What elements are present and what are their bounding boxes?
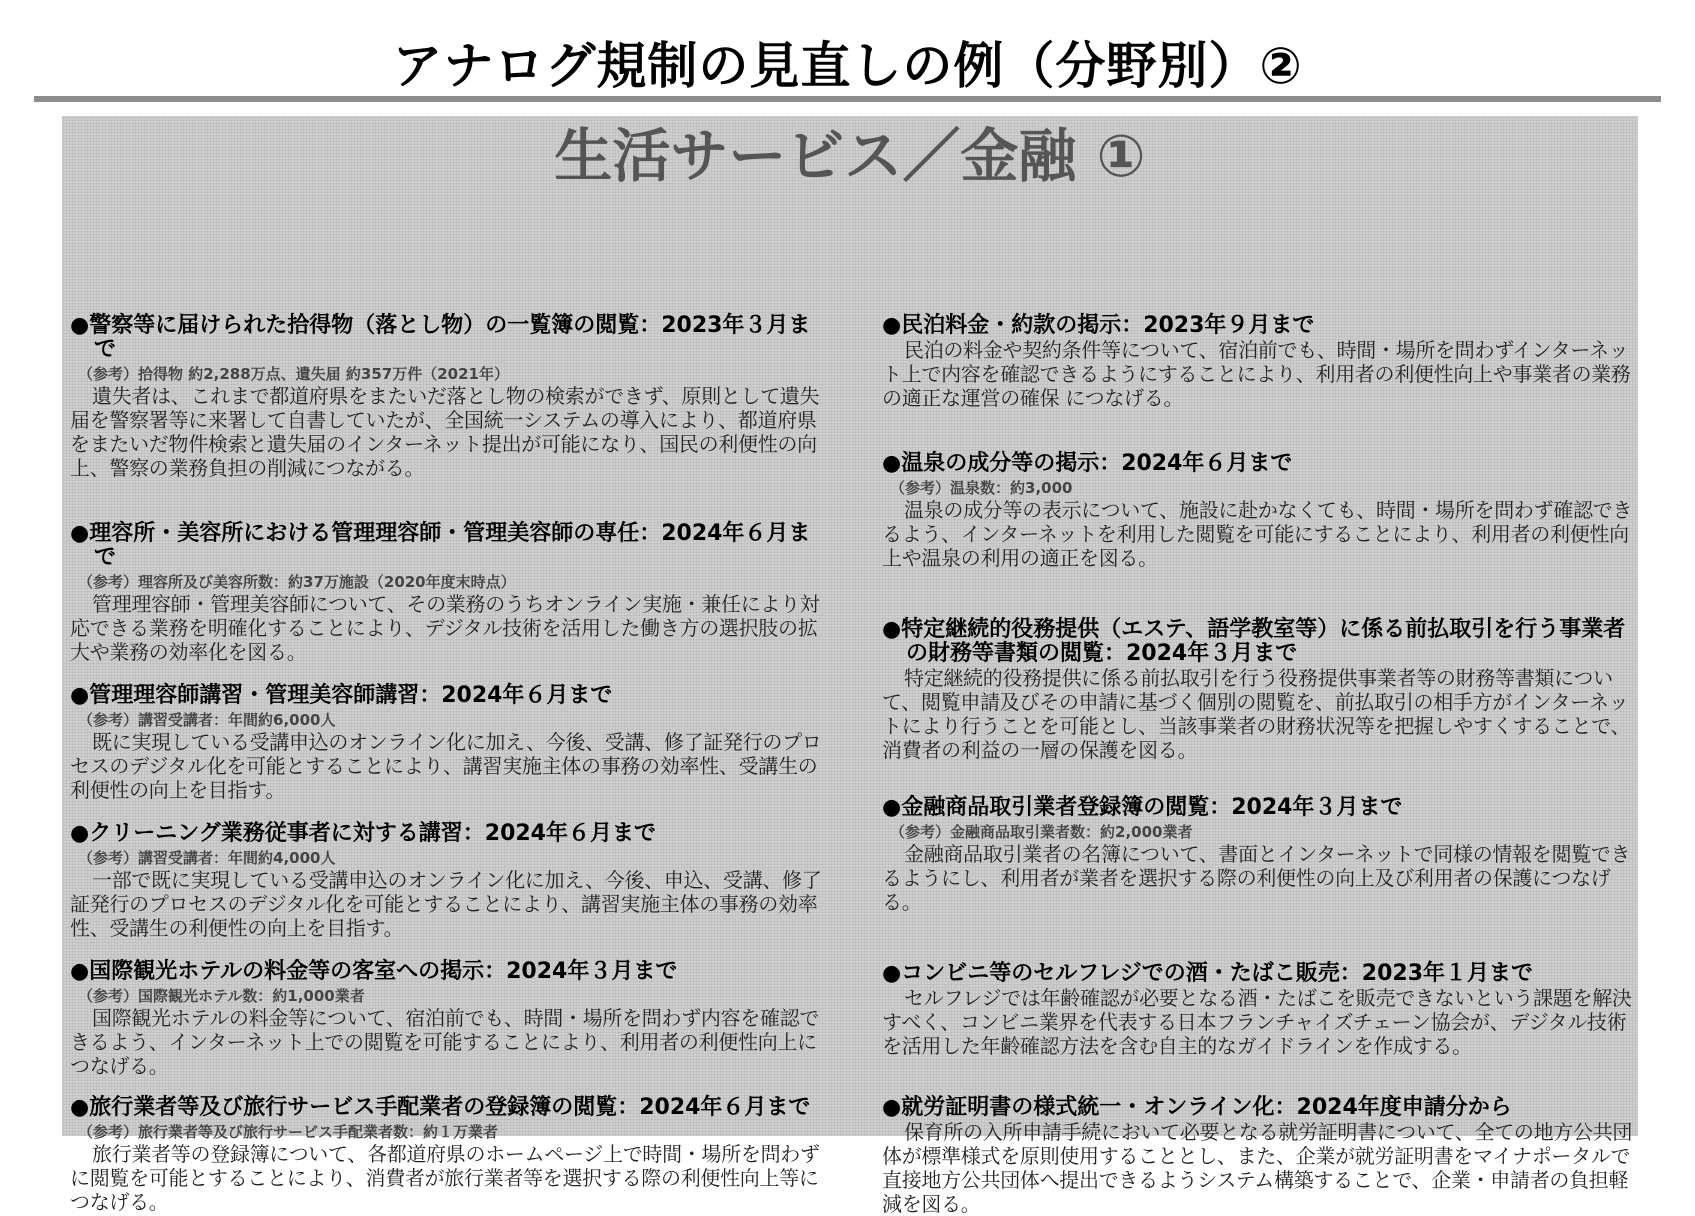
item-body: 一部で既に実現している受講申込のオンライン化に加え、今後、申込、受講、修了証発行のプロセスのデジタル化を可能とすることにより、講習実施主体の事務の効率性、受講生の利便性の向上を目指す。 [70,868,822,940]
content-panel [62,116,1638,1216]
item-heading: ●コンビニ等のセルフレジでの酒・たばこ販売：2023年１月まで [882,961,1533,986]
item-employment-certificate [882,1096,1634,1216]
item-heading: ●クリーニング業務従事者に対する講習：2024年６月まで [70,821,656,846]
item-reference: （参考）理容所及び美容所数：約37万施設（2020年度末時点） [78,573,516,591]
item-reference: （参考）温泉数：約3,000 [890,479,1073,497]
item-heading: ●温泉の成分等の掲示：2024年６月まで [882,451,1293,476]
item-body: 保育所の入所申請手続において必要となる就労証明書について、全ての地方公共団体が標準様式を原則使用することとし、また、企業が就労証明書をマイナポータルで直接地方公共団体へ提出できるようシステム構築することで、企業・申請者の負担軽減を図る。 [882,1120,1633,1216]
page-title: アナログ規制の見直しの例（分野別）② [392,37,1303,95]
item-heading: ●国際観光ホテルの料金等の客室への掲示：2024年３月まで [70,959,678,984]
item-heading: ●特定継続的役務提供（エステ、語学教室等）に係る前払取引を行う事業者の財務等書類の閲覧：2024年３月まで [882,617,1626,666]
item-reference: （参考）拾得物 約2,288万点、遺失届 約357万件（2021年） [78,365,509,383]
item-heading: ●金融商品取引業者登録簿の閲覧：2024年３月まで [882,795,1403,820]
section-title: 生活サービス／金融 ① [554,122,1146,190]
item-lost-property [70,314,830,480]
item-body: 既に実現している受講申込のオンライン化に加え、今後、受講、修了証発行のプロセスのデジタル化を可能とすることにより、講習実施主体の事務の効率性、受講生の利便性の向上を目指す。 [70,730,822,802]
item-continuous-service [882,618,1634,762]
item-reference: （参考）講習受講者：年間約6,000人 [78,711,336,729]
item-body: セルフレジでは年齢確認が必要となる酒・たばこを販売できないという課題を解決すべく、コンビニ業界を代表する日本フランチャイズチェーン協会が、デジタル技術を活用した年齢確認方法を含む自主的なガイドラインを作成する。 [882,986,1632,1058]
item-body: 温泉の成分等の表示について、施設に赴かなくても、時間・場所を問わず確認できるよう、インターネットを利用した閲覧を可能にすることにより、利用者の利便性向上や温泉の利用の適正を図る。 [882,498,1633,570]
item-barber-manager [70,522,830,664]
item-onsen [882,452,1634,570]
item-hotel-fees [70,960,830,1078]
item-heading: ●民泊料金・約款の掲示：2023年９月まで [882,313,1315,338]
item-heading: ●管理理容師講習・管理美容師講習：2024年６月まで [70,683,613,708]
item-body: 国際観光ホテルの料金等について、宿泊前でも、時間・場所を問わず内容を確認できるよう、インターネット上での閲覧を可能することにより、利用者の利便性向上につなげる。 [70,1006,820,1078]
item-financial-registry [882,796,1634,914]
item-self-checkout [882,962,1634,1058]
item-reference: （参考）講習受講者：年間約4,000人 [78,849,336,867]
item-heading: ●理容所・美容所における管理理容師・管理美容師の専任：2024年６月まで [70,521,811,570]
item-barber-course [70,684,830,802]
item-reference: （参考）金融商品取引業者数：約2,000業者 [890,823,1193,841]
item-body: 旅行業者等の登録簿について、各都道府県のホームページ上で時間・場所を問わずに閲覧を可能とすることにより、消費者が旅行業者等を選択する際の利便性向上等につなげる。 [70,1142,820,1214]
item-body: 金融商品取引業者の名簿について、書面とインターネットで同様の情報を閲覧できるようにし、利用者が業者を選択する際の利便性の向上及び利用者の保護につなげる。 [882,842,1631,914]
item-body: 特定継続的役務提供に係る前払取引を行う役務提供事業者等の財務等書類について、閲覧申請及びその申請に基づく個別の閲覧を、前払取引の相手方がインターネットにより行うことを可能とし、当該事業者の財務状況等を把握しやすくすることで、消費者の利益の一層の保護を図る。 [882,666,1631,762]
item-reference: （参考）国際観光ホテル数：約1,000業者 [78,987,365,1005]
item-body: 遺失者は、これまで都道府県をまたいだ落とし物の検索ができず、原則として遺失届を警察署等に来署して自書していたが、全国統一システムの導入により、都道府県をまたいだ物件検索と遺失届のインターネット提出が可能になり、国民の利便性の向上、警察の業務負担の削減につながる。 [70,384,820,480]
item-reference: （参考）旅行業者等及び旅行サービス手配業者数：約１万業者 [78,1123,499,1141]
item-heading: ●旅行業者等及び旅行サービス手配業者の登録簿の閲覧：2024年６月まで [70,1095,811,1120]
item-cleaning-course [70,822,830,940]
item-heading: ●警察等に届けられた拾得物（落とし物）の一覧簿の閲覧：2023年３月まで [70,313,811,362]
item-heading: ●就労証明書の様式統一・オンライン化：2024年度申請分から [882,1095,1512,1120]
item-body: 管理理容師・管理美容師について、その業務のうちオンライン実施・兼任により対応できる業務を明確化することにより、デジタル技術を活用した働き方の選択肢の拡大や業務の効率化を図る。 [70,592,820,664]
item-body: 民泊の料金や契約条件等について、宿泊前でも、時間・場所を問わずインターネット上で内容を確認できるようにすることにより、利用者の利便性向上や事業者の業務の適正な運営の確保 につなげる。 [882,338,1631,410]
item-travel-registry [70,1096,830,1214]
item-minpaku [882,314,1634,410]
title-divider [34,96,1661,102]
